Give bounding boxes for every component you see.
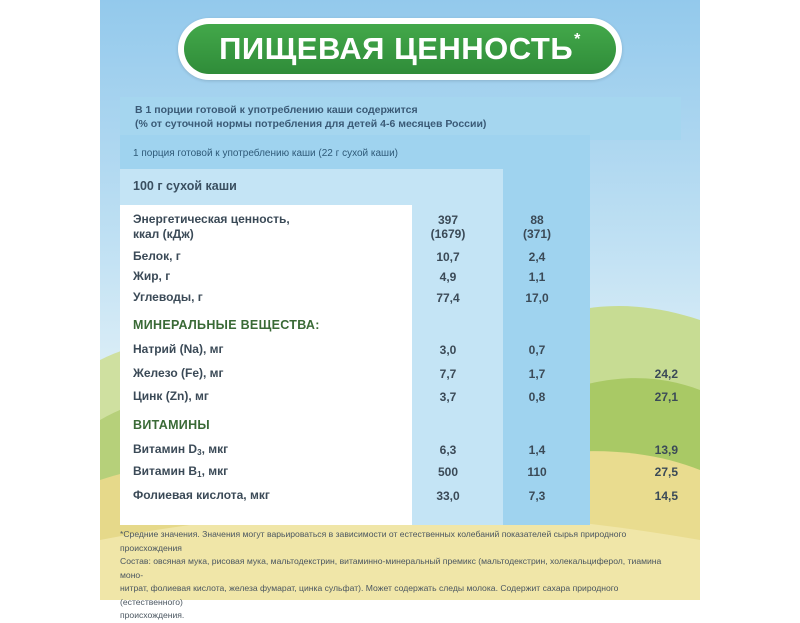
energy-dry-kcal: 397 bbox=[437, 213, 459, 227]
energy-dry-kj: (1679) bbox=[430, 227, 466, 241]
minerals-heading: МИНЕРАЛЬНЫЕ ВЕЩЕСТВА: bbox=[133, 318, 320, 332]
energy-label-line1: Энергетическая ценность, bbox=[133, 212, 290, 226]
folic-acid-label: Фолиевая кислота, мкг bbox=[133, 488, 270, 502]
fat-portion-value: 1,1 bbox=[528, 270, 546, 284]
protein-dry-value: 10,7 bbox=[436, 250, 460, 264]
vitamin-d3-portion-value: 1,4 bbox=[528, 443, 546, 457]
vitamin-b1-norm-value: 27,5 bbox=[654, 465, 678, 479]
folic-acid-dry-value: 33,0 bbox=[436, 489, 460, 503]
sodium-portion-value: 0,7 bbox=[528, 343, 546, 357]
title-banner bbox=[178, 18, 622, 80]
vitamin-b1-dry-value: 500 bbox=[437, 465, 459, 479]
energy-portion-kj: (371) bbox=[522, 227, 551, 241]
vitamin-b1-label-unit: , мкг bbox=[201, 464, 229, 478]
carbs-dry-value: 77,4 bbox=[436, 291, 460, 305]
carbs-label: Углеводы, г bbox=[133, 290, 203, 304]
iron-norm-value: 24,2 bbox=[654, 367, 678, 381]
energy-portion-value bbox=[507, 213, 567, 241]
sodium-label: Натрий (Na), мг bbox=[133, 342, 224, 356]
title-banner-inner bbox=[184, 24, 616, 74]
title-asterisk: * bbox=[574, 31, 581, 48]
footnote-line-4: происхождения. bbox=[120, 610, 185, 620]
footnote-line-1: *Средние значения. Значения могут варьироваться в зависимости от естественных колебаний показателей сырья природного происхождения bbox=[120, 529, 627, 553]
energy-label-line2: ккал (кДж) bbox=[133, 227, 194, 241]
zinc-dry-value: 3,7 bbox=[439, 390, 457, 404]
energy-label bbox=[133, 212, 290, 242]
iron-dry-value: 7,7 bbox=[439, 367, 457, 381]
header-line-1: В 1 порции готовой к употреблению каши содержится bbox=[135, 104, 418, 116]
energy-dry-value bbox=[418, 213, 478, 241]
protein-portion-value: 2,4 bbox=[528, 250, 546, 264]
vitamin-b1-portion-value: 110 bbox=[527, 465, 547, 479]
vitamin-b1-label-main: Витамин B bbox=[133, 464, 198, 478]
vitamins-heading: ВИТАМИНЫ bbox=[133, 418, 210, 432]
portion-column-label: 1 порция готовой к употреблению каши (22 г сухой каши) bbox=[133, 148, 398, 159]
folic-acid-norm-value: 14,5 bbox=[654, 489, 678, 503]
vitamin-b1-label-sub: 1 bbox=[197, 470, 202, 479]
page-title bbox=[219, 31, 581, 67]
protein-label: Белок, г bbox=[133, 249, 181, 263]
sodium-dry-value: 3,0 bbox=[439, 343, 457, 357]
page-title-text: ПИЩЕВАЯ ЦЕННОСТЬ bbox=[219, 31, 574, 66]
fat-dry-value: 4,9 bbox=[439, 270, 457, 284]
vitamin-d3-label-sub: 3 bbox=[197, 448, 202, 457]
vitamin-d3-dry-value: 6,3 bbox=[439, 443, 457, 457]
iron-portion-value: 1,7 bbox=[528, 367, 546, 381]
folic-acid-portion-value: 7,3 bbox=[528, 489, 546, 503]
footnote-line-2: Состав: овсяная мука, рисовая мука, мальтодекстрин, витаминно-минеральный премикс (мальтодекстрин, холекальциферол, тиамина моно- bbox=[120, 556, 662, 580]
vitamin-d3-label-unit: , мкг bbox=[201, 442, 229, 456]
iron-label: Железо (Fe), мг bbox=[133, 366, 224, 380]
vitamin-b1-label bbox=[133, 464, 228, 482]
zinc-portion-value: 0,8 bbox=[528, 390, 546, 404]
vitamin-d3-label-main: Витамин D bbox=[133, 442, 198, 456]
zinc-label: Цинк (Zn), мг bbox=[133, 389, 209, 403]
footnote-line-3: нитрат, фолиевая кислота, железа фумарат, цинка сульфат). Может содержать следы молока. Содержит сахара природного (естественного) bbox=[120, 583, 619, 607]
header-line-2: (% от суточной нормы потребления для детей 4-6 месяцев России) bbox=[135, 118, 487, 130]
footnote bbox=[120, 528, 680, 623]
table-header bbox=[120, 97, 681, 140]
carbs-portion-value: 17,0 bbox=[525, 291, 549, 305]
vitamin-d3-label bbox=[133, 442, 228, 460]
zinc-norm-value: 27,1 bbox=[654, 390, 678, 404]
vitamin-d3-norm-value: 13,9 bbox=[654, 443, 678, 457]
dry-column-label: 100 г сухой каши bbox=[133, 179, 237, 193]
fat-label: Жир, г bbox=[133, 269, 171, 283]
energy-portion-kcal: 88 bbox=[530, 213, 544, 227]
